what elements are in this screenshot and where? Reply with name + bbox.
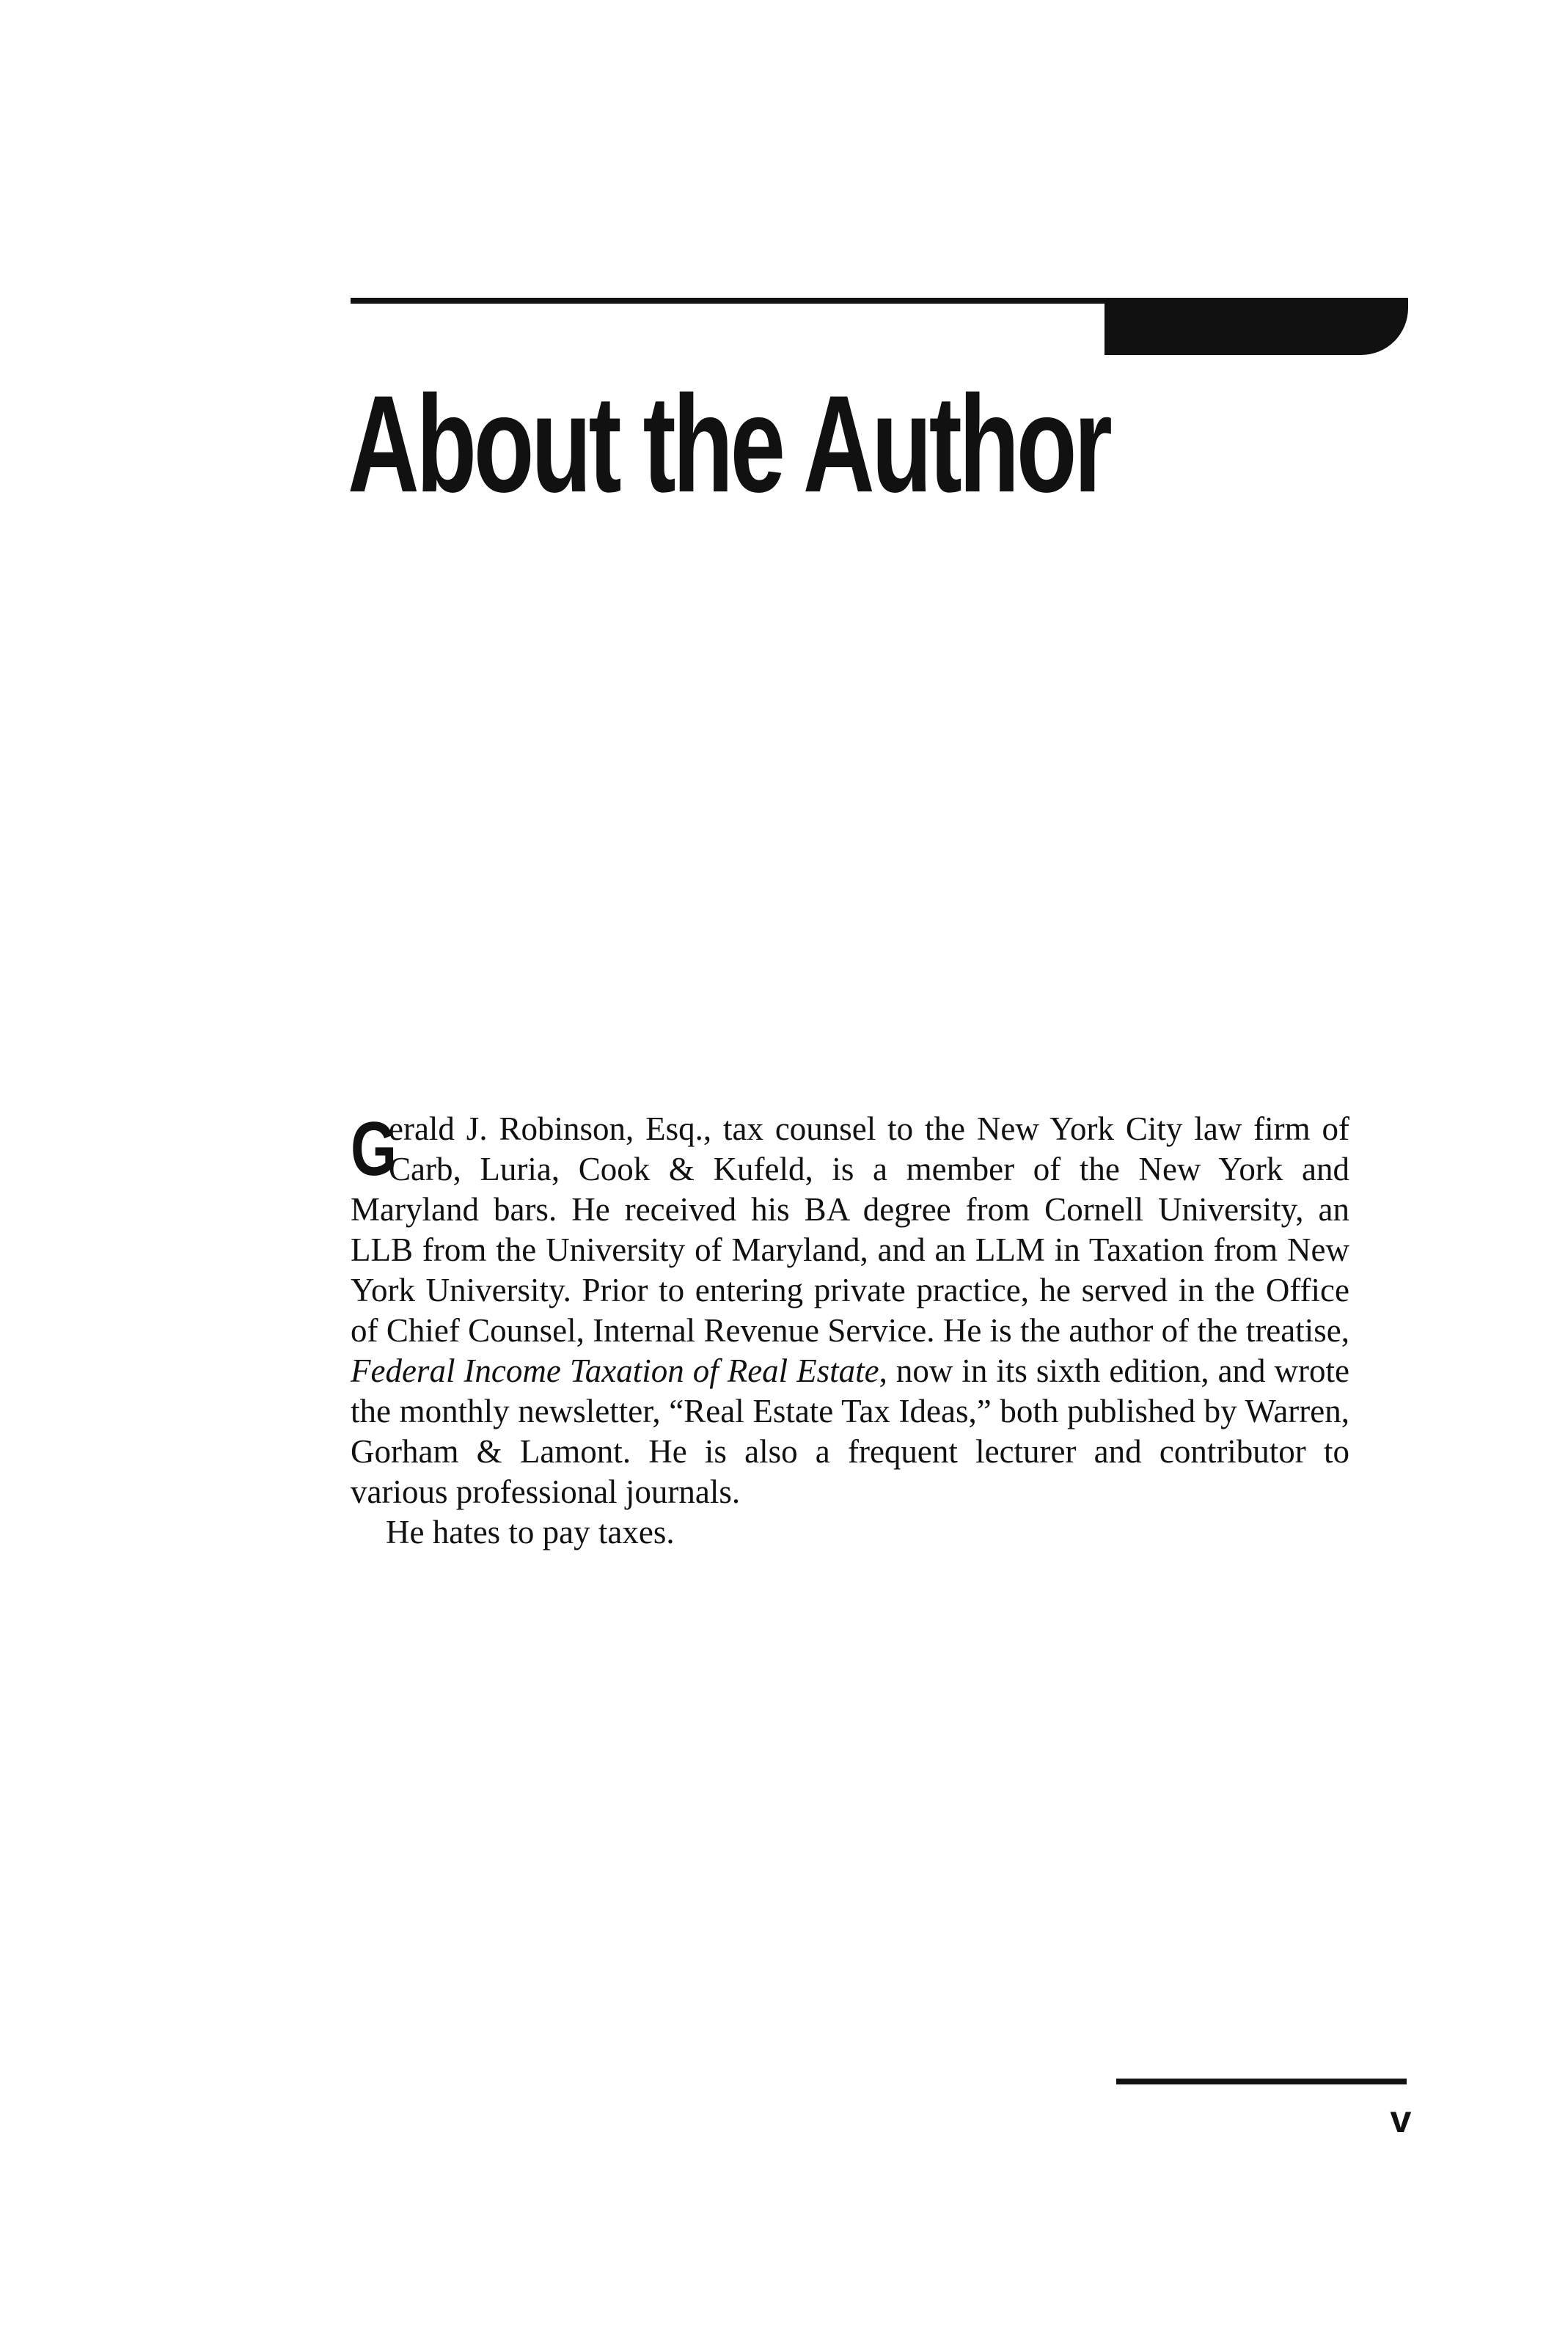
chapter-title: About the Author bbox=[348, 367, 1110, 521]
author-bio bbox=[351, 1109, 1349, 1553]
drop-cap: G bbox=[351, 1107, 398, 1192]
chapter-tab-block bbox=[1104, 298, 1408, 355]
footer-rule bbox=[1116, 2079, 1407, 2084]
bio-text-after-title: , now in its sixth edition, and wrote the monthly newsletter, “Real Estate Tax Ideas,” both published by Warren, Gorham & Lamont. He is also a frequent lecturer and contributor to various professional journals. bbox=[351, 1352, 1349, 1510]
bio-paragraph-2: He hates to pay taxes. bbox=[386, 1514, 675, 1550]
bio-text-before-title: erald J. Robinson, Esq., tax counsel to the New York City law firm of Carb, Luria, Cook & Kufeld, is a member of the New York and Maryland bars. He received his BA degree from Cornell University, an LLB from the University of Maryland, and an LLM in Taxation from New York University. Prior to entering private practice, he served in the Office of Chief Counsel, Internal Revenue Service. He is the author of the treatise, bbox=[351, 1110, 1349, 1349]
book-title: Federal Income Taxation of Real Estate bbox=[351, 1352, 879, 1389]
bio-paragraph-1 bbox=[351, 1109, 1349, 1512]
page-number: v bbox=[1390, 2098, 1412, 2141]
